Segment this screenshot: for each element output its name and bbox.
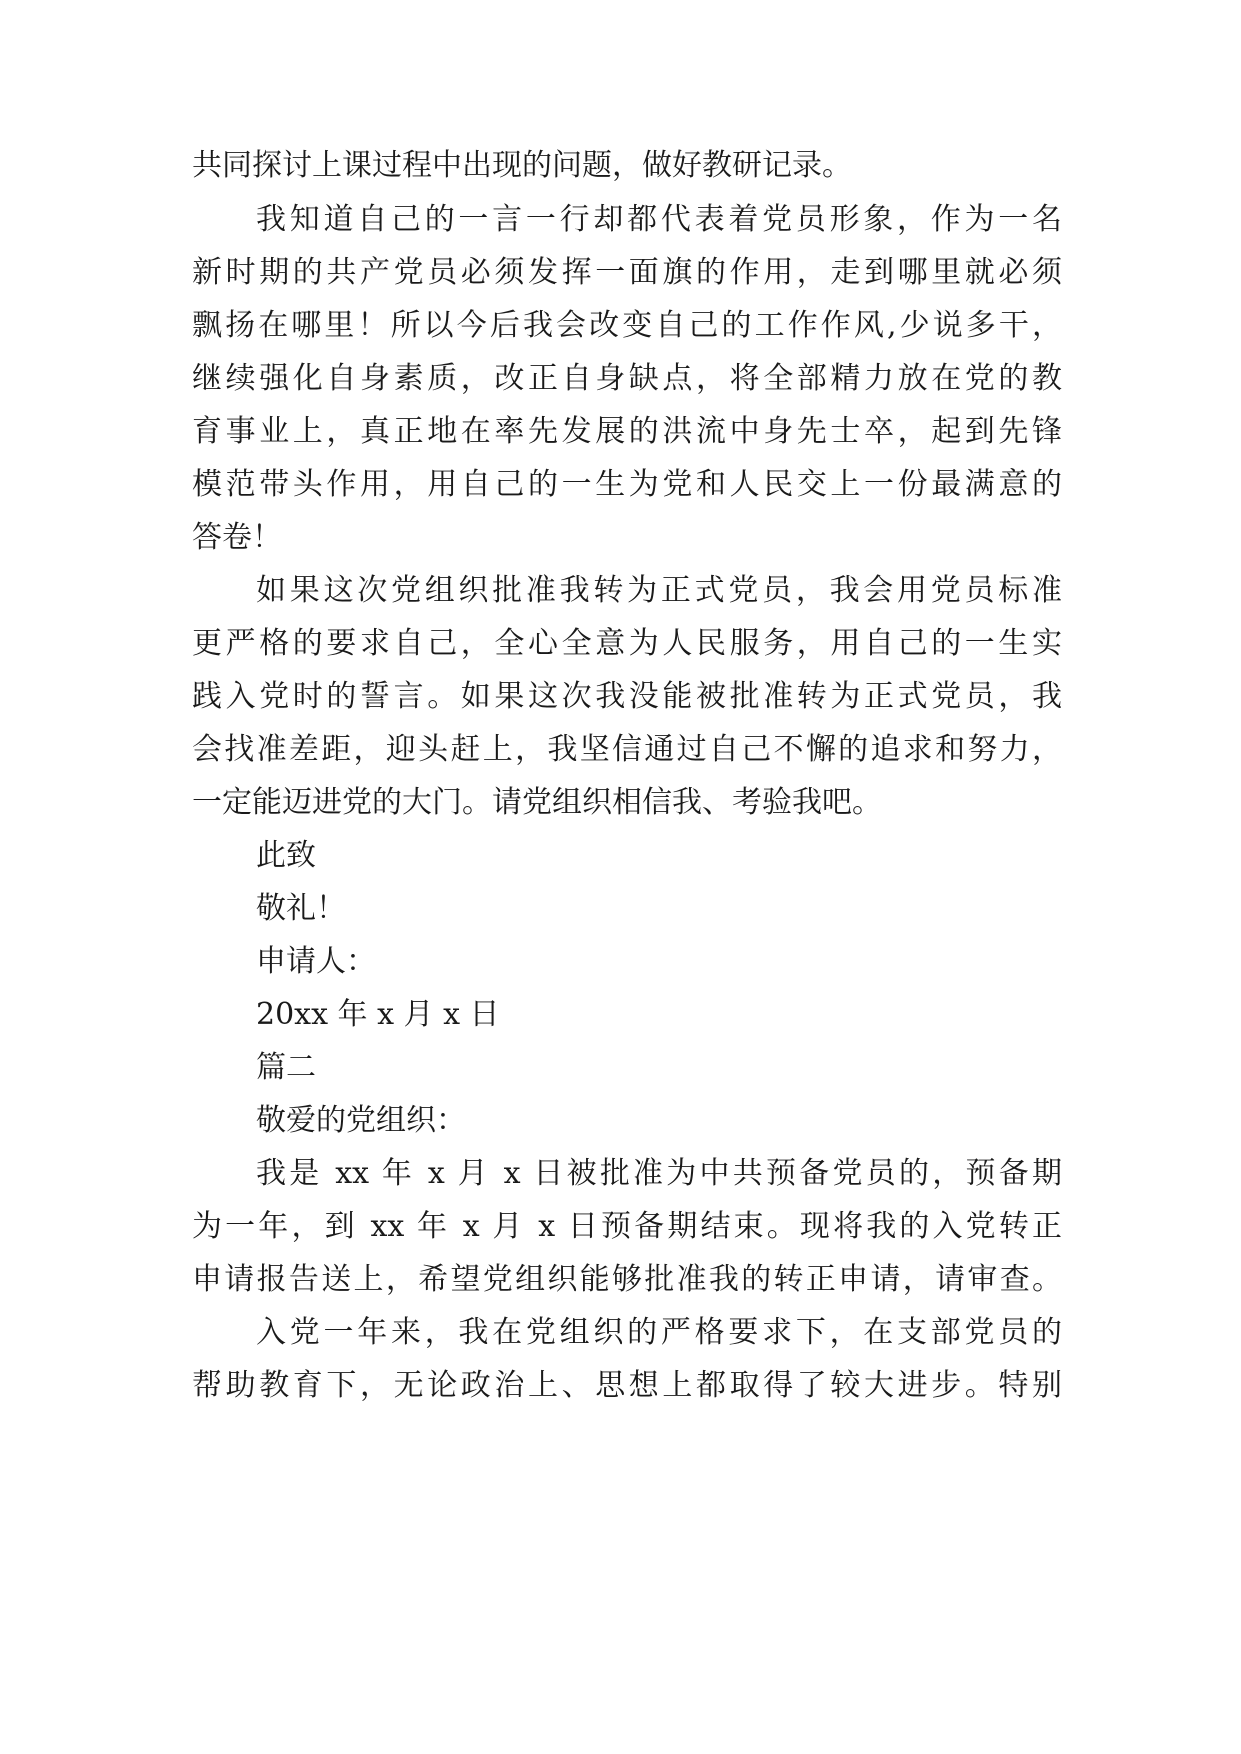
text-line: 育事业上，真正地在率先发展的洪流中身先士卒，起到先锋: [192, 414, 1062, 449]
text-line: 飘扬在哪里！所以今后我会改变自己的工作作风,少说多干，: [192, 308, 1062, 343]
text-line: 模范带头作用，用自己的一生为党和人民交上一份最满意的: [192, 467, 1062, 502]
applicant-label: 申请人：: [256, 944, 376, 979]
text-line: 践入党时的誓言。如果这次我没能被批准转为正式党员，我: [192, 679, 1062, 714]
text-line: 继续强化自身素质，改正自身缺点，将全部精力放在党的教: [192, 361, 1062, 396]
text-line: 我是 xx 年 x 月 x 日被批准为中共预备党员的，预备期: [256, 1156, 1062, 1191]
text-line: 新时期的共产党员必须发挥一面旗的作用，走到哪里就必须: [192, 255, 1062, 290]
text-line: 入党一年来，我在党组织的严格要求下，在支部党员的: [256, 1315, 1062, 1350]
text-line: 帮助教育下，无论政治上、思想上都取得了较大进步。特别: [192, 1368, 1062, 1403]
text-line: 答卷！: [192, 520, 282, 555]
text-line: 一定能迈进党的大门。请党组织相信我、考验我吧。: [192, 785, 882, 820]
closing-respect: 敬礼！: [256, 891, 346, 926]
text-line: 会找准差距，迎头赶上，我坚信通过自己不懈的追求和努力，: [192, 732, 1062, 767]
text-line: 我知道自己的一言一行却都代表着党员形象，作为一名: [256, 202, 1062, 237]
text-line: 申请报告送上，希望党组织能够批准我的转正申请，请审查。: [192, 1262, 1062, 1297]
text-line: 共同探讨上课过程中出现的问题，做好教研记录。: [192, 148, 852, 183]
section-title: 篇二: [256, 1050, 316, 1085]
greeting: 敬爱的党组织：: [256, 1103, 466, 1138]
date-line: 20xx 年 x 月 x 日: [256, 997, 500, 1032]
closing-salutation: 此致: [256, 838, 316, 873]
text-line: 如果这次党组织批准我转为正式党员，我会用党员标准: [256, 573, 1062, 608]
text-line: 更严格的要求自己，全心全意为人民服务，用自己的一生实: [192, 626, 1062, 661]
text-line: 为一年，到 xx 年 x 月 x 日预备期结束。现将我的入党转正: [192, 1209, 1062, 1244]
